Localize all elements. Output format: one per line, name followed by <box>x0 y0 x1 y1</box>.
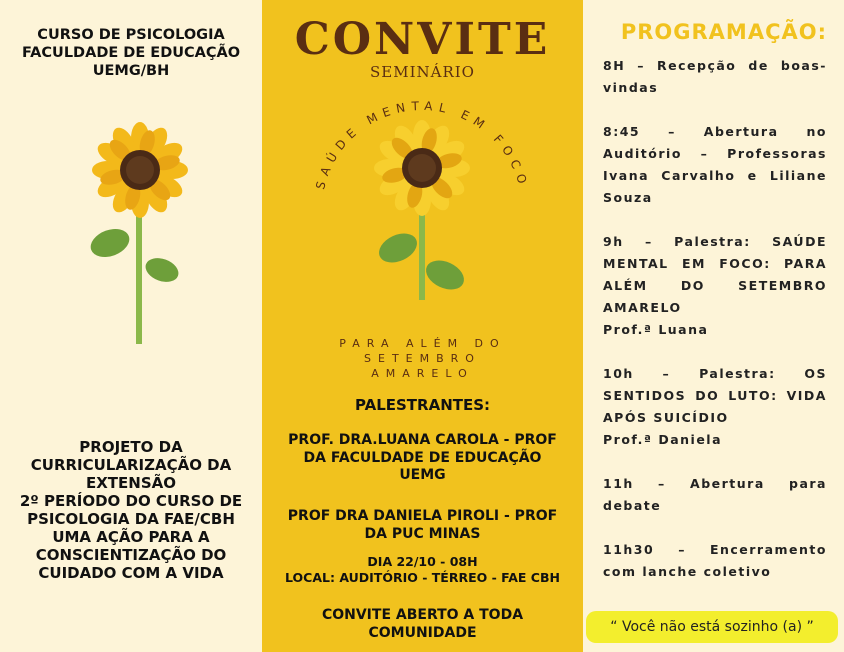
seminar-subtitle: SEMINÁRIO <box>370 63 475 81</box>
quote-badge: “ Você não está sozinho (a) ” <box>586 611 838 643</box>
arc-title-path: SAÚDE MENTAL EM FOCO <box>313 98 531 191</box>
program-item-text: 8H – Recepção de boas-vindas <box>603 58 827 95</box>
course-header: CURSO DE PSICOLOGIA FACULDADE DE EDUCAÇÃO UEMG/BH <box>21 27 241 79</box>
speaker-2: PROF DRA DANIELA PIROLI - PROF DA PUC MINAS <box>287 508 558 542</box>
event-location: LOCAL: AUDITÓRIO - TÉRREO - FAE CBH <box>285 570 560 585</box>
center-panel <box>262 0 583 652</box>
program-title: PROGRAMAÇÃO: <box>620 20 827 44</box>
event-date: DIA 22/10 - 08H <box>367 554 478 569</box>
program-item-text: 11h30 – Encerramento com lanche coletivo <box>603 542 827 579</box>
sunflower-stem <box>87 198 182 344</box>
program-list <box>603 55 827 605</box>
speakers-heading: PALESTRANTES: <box>354 396 491 414</box>
program-item <box>603 121 827 209</box>
program-item-speaker: Prof.ª Daniela <box>603 432 723 447</box>
program-item-text: 8:45 – Abertura no Auditório – Professoras Ivana Carvalho e Liliane Souza <box>603 124 827 205</box>
event-details <box>262 554 583 586</box>
invitation-title: CONVITE <box>294 14 551 65</box>
sunflower-head <box>92 122 188 218</box>
program-item-text: 11h – Abertura para debate <box>603 476 827 513</box>
left-panel <box>0 0 262 652</box>
seminar-emblem <box>262 90 583 330</box>
program-item <box>603 363 827 451</box>
program-item-text: 9h – Palestra: SAÚDE MENTAL EM FOCO: PARA ALÉM DO SETEMBRO AMARELO <box>603 234 827 315</box>
right-panel <box>583 0 844 652</box>
program-item <box>603 55 827 99</box>
speaker-1: PROF. DRA.LUANA CAROLA - PROF DA FACULDADE DE EDUCAÇÃO UEMG <box>288 432 557 483</box>
emblem-sunflower-head <box>374 120 470 216</box>
program-item-text: 10h – Palestra: OS SENTIDOS DO LUTO: VIDA APÓS SUICÍDIO <box>603 366 827 425</box>
program-item <box>603 539 827 583</box>
program-item <box>603 473 827 517</box>
program-item-speaker: Prof.ª Luana <box>603 322 709 337</box>
program-item <box>603 231 827 341</box>
sunflower-illustration <box>0 118 262 348</box>
open-invite: CONVITE ABERTO A TODA COMUNIDADE <box>321 607 524 641</box>
project-description: PROJETO DA CURRICULARIZAÇÃO DA EXTENSÃO 2º PERÍODO DO CURSO DE PSICOLOGIA DA FAE/CBH UMA AÇÃO PARA A CONSCIENTIZAÇÃO DO CUIDADO COM A VIDA <box>19 438 243 582</box>
tagline: PARA ALÉM DO SETEMBRO AMARELO <box>339 337 506 380</box>
